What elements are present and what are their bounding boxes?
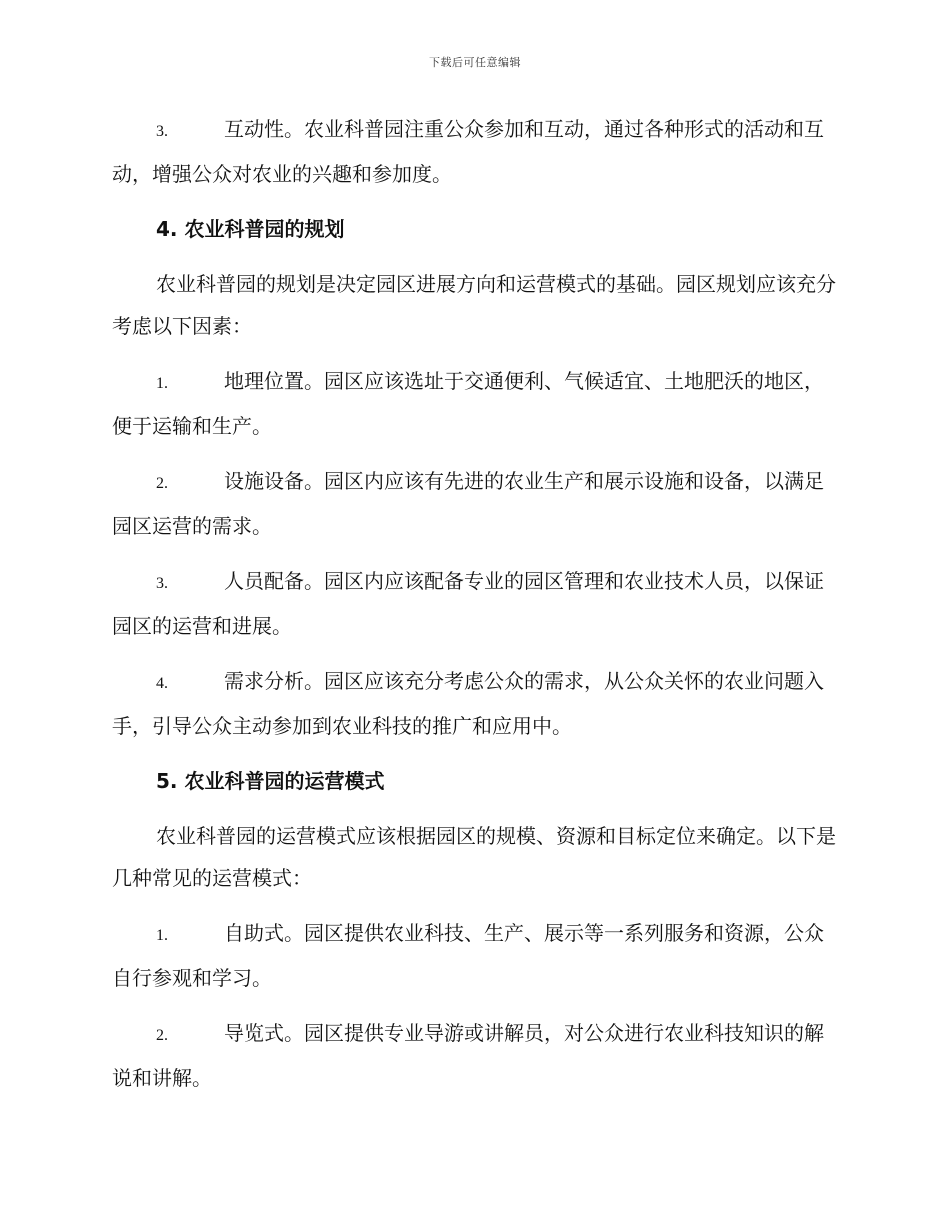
section-heading: 5. 农业科普园的运营模式 <box>156 769 385 793</box>
paragraph: 农业科普园的规划是决定园区进展方向和运营模式的基础。园区规划应该充分考虑以下因素： <box>112 272 836 338</box>
list-item <box>112 660 836 747</box>
list-text: 设施设备。园区内应该有先进的农业生产和展示设施和设备，以满足园区运营的需求。 <box>112 469 824 538</box>
list-text: 互动性。农业科普园注重公众参加和互动，通过各种形式的活动和互动，增强公众对农业的兴趣和参加度。 <box>112 117 824 186</box>
list-text: 人员配备。园区内应该配备专业的园区管理和农业技术人员，以保证园区的运营和进展。 <box>112 569 824 638</box>
list-item <box>112 912 836 999</box>
list-number: 2. <box>156 1027 168 1044</box>
paragraph: 农业科普园的运营模式应该根据园区的规模、资源和目标定位来确定。以下是几种常见的运营模式： <box>112 824 836 890</box>
list-item <box>112 108 836 195</box>
section-heading: 4. 农业科普园的规划 <box>156 217 345 241</box>
page-header: 下载后可任意编辑 <box>429 56 521 69</box>
list-number: 3. <box>156 575 168 592</box>
list-number: 1. <box>156 375 168 392</box>
list-item <box>112 360 836 447</box>
list-number: 2. <box>156 475 168 492</box>
list-number: 4. <box>156 675 168 692</box>
list-text: 地理位置。园区应该选址于交通便利、气候适宜、土地肥沃的地区，便于运输和生产。 <box>112 369 824 438</box>
list-number: 1. <box>156 927 168 944</box>
list-item <box>112 460 836 547</box>
list-text: 导览式。园区提供专业导游或讲解员，对公众进行农业科技知识的解说和讲解。 <box>112 1021 824 1090</box>
list-text: 自助式。园区提供农业科技、生产、展示等一系列服务和资源，公众自行参观和学习。 <box>112 921 824 990</box>
list-item <box>112 560 836 647</box>
list-text: 需求分析。园区应该充分考虑公众的需求，从公众关怀的农业问题入手，引导公众主动参加到农业科技的推广和应用中。 <box>112 669 824 738</box>
list-item <box>112 1012 836 1099</box>
list-number: 3. <box>156 123 168 140</box>
document-body <box>112 108 836 1112</box>
